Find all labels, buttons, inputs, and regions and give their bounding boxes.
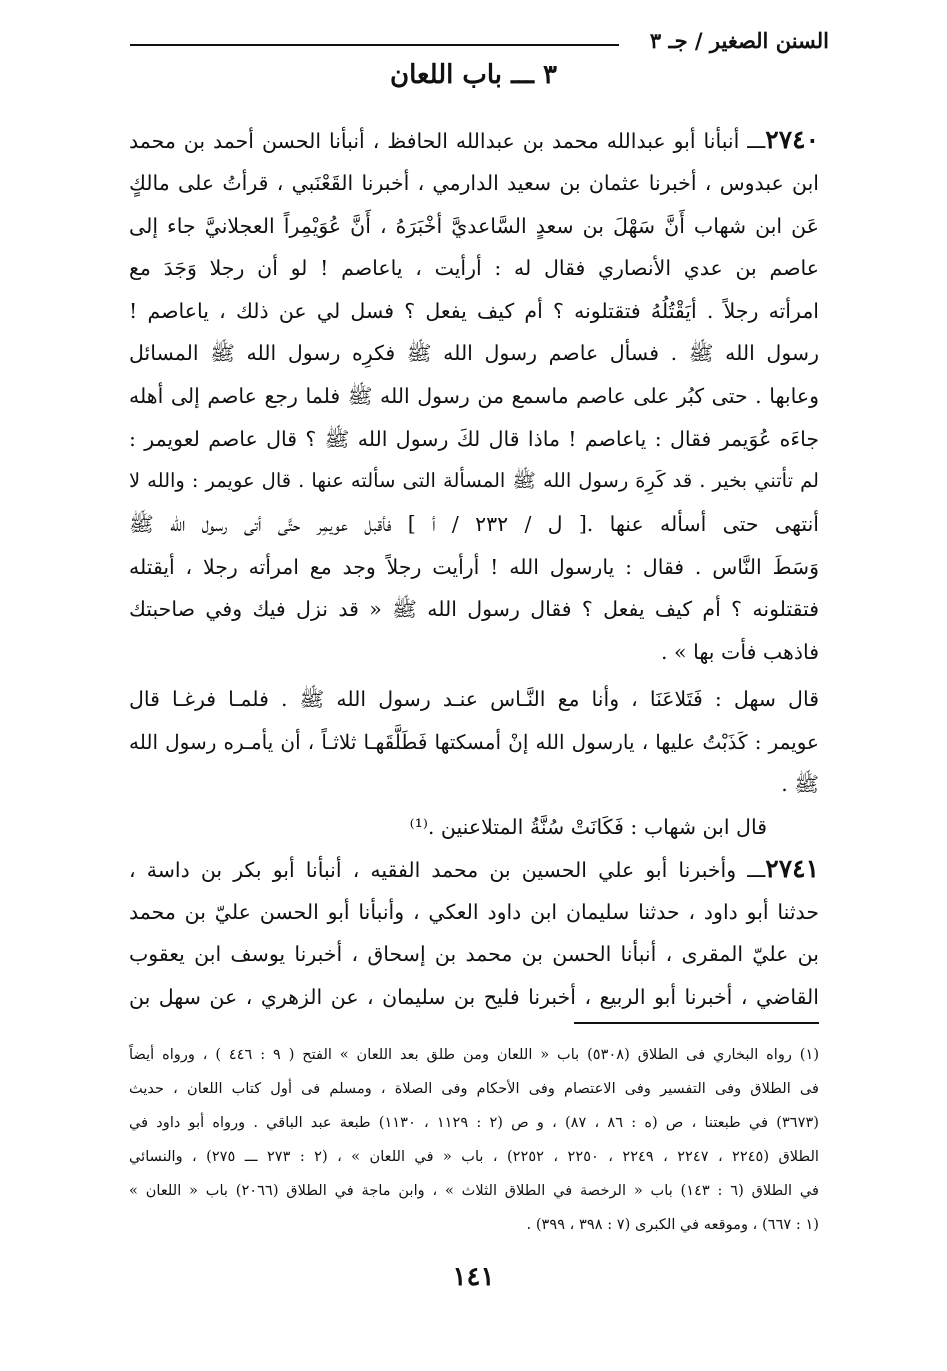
page-number: ١٤١ xyxy=(452,1262,495,1292)
text-line: ابن عبدوس ، أخبرنا عثمان بن سعيد الدارمي ، أخبرنا القَعْنَبي ، قرأتُ على مالكٍ xyxy=(129,171,819,195)
sahl-line: عويمر : كَذَبْتُ عليها ، يارسول الله إنْ أمسكتها فَطَلَّقَهـا ثلاثـاً ، أن يأمـره رسول الله xyxy=(129,730,819,754)
text-line: حدثنا أبو داود ، حدثنا سليمان ابن داود العكي ، وأنبأنا أبو الحسن عليّ بن محمد xyxy=(129,900,819,924)
text-line: جاءَه عُوَيمر فقال : ياعاصم ! ماذا قال لكَ رسول الله ﷺ ؟ قال عاصم لعويمر : xyxy=(129,427,819,451)
sahl-line: ﷺ . xyxy=(781,772,819,796)
text-line: فتقتلونه ؟ أم كيف يفعل ؟ فقال رسول الله ﷺ « قد نزل فيك وفي صاحبتك xyxy=(129,597,819,621)
sahl-line: قال سهل : فَتَلاعَنَا ، وأنا مع النَّـاس عنـد رسول الله ﷺ . فلمـا فرغـا قال xyxy=(129,687,819,711)
text-line: رسول الله ﷺ . فسأل عاصم رسول الله ﷺ فكرِه رسول الله ﷺ المسائل xyxy=(129,341,819,365)
footnote-line: فى الطلاق وفى التفسير وفى الاعتصام وفى الأحكام وفى الصلاة ، ومسلم فى أول كتاب اللعان ، حديث xyxy=(129,1080,819,1097)
text-line: وَسَطَ النَّاس . فقال : يارسول الله ! أرأيت رجلاً وجد مع امرأته رجلا ، أيقتله xyxy=(129,555,819,579)
running-head xyxy=(130,24,829,58)
hadith-2741-first-line: ٢٧٤١ـــ وأخبرنا أبو علي الحسين بن محمد الفقيه ، أنبأنا أبو بكر بن داسة ، xyxy=(129,854,819,883)
text-line: عاصم بن عدي الأنصاري فقال له : أرأيت ، ياعاصم ! لو أن رجلا وَجَدَ مع xyxy=(129,256,819,280)
hadith-number: ٢٧٤٠ xyxy=(765,125,819,154)
header-rule xyxy=(130,44,619,46)
text-line: عَن ابن شهاب أَنَّ سَهْلَ بن سعدٍ السَّاعديَّ أخْبَرَهُ ، أَنَّ عُوَيْمِراً العجلانيَّ جاء إلى xyxy=(129,214,819,238)
footnote-line: (٣٦٧٣) في طبعتنا ، ص (ه : ٨٦ ، ٨٧) ، و ص (٢ : ١١٢٩ ، ١١٣٠) طبعة عبد الباقي . ورواه أبو داود في xyxy=(129,1114,819,1131)
ibn-shihab-line: قال ابن شهاب : فَكَانَتْ سُنَّةُ المتلاعنين .⁽¹⁾ xyxy=(409,815,767,839)
footnote-rule xyxy=(574,1022,819,1024)
text-line: فاذهب فأت بها » . xyxy=(661,640,819,664)
hadith-number: ٢٧٤١ xyxy=(765,854,819,883)
text-line: لم تأتني بخير . قد كَرِهَ رسول الله ﷺ المسألة التى سألته عنها . قال عويمر : والله لا xyxy=(129,469,819,492)
text-line: القاضي ، أخبرنا أبو الربيع ، أخبرنا فليح بن سليمان ، عن الزهري ، عن سهل بن xyxy=(129,985,819,1009)
text-line: بن عليّ المقرى ، أنبأنا الحسن بن محمد بن إسحاق ، أخبرنا يوسف ابن يعقوب xyxy=(129,942,819,966)
chapter-title: ٣ ـــ باب اللعان xyxy=(390,60,557,90)
text-line: امرأته رجلاً . أيَقْتُلُهُ فتقتلونه ؟ أم كيف يفعل ؟ فسل لي عن ذلك ، ياعاصم ! xyxy=(129,299,819,323)
footnote-line: (١) رواه البخاري فى الطلاق (٥٣٠٨) باب « اللعان ومن طلق بعد اللعان » الفتح ( ٩ : ٤٤٦ ) ، ورواه أيضاً xyxy=(129,1046,820,1063)
footnote-line: في الطلاق (٦ : ١٤٣) باب « الرخصة في الطلاق الثلاث » ، وابن ماجة في الطلاق (٢٠٦٦) باب « اللعان » xyxy=(129,1182,819,1199)
footnote-line: (١ : ٦٦٧) ، وموقعه في الكبرى (٧ : ٣٩٨ ، ٣٩٩) . xyxy=(526,1216,819,1233)
hadith-2740-first-line: ٢٧٤٠ـــ أنبأنا أبو عبدالله محمد بن عبدالله الحافظ ، أنبأنا الحسن أحمد بن محمد xyxy=(129,125,819,154)
running-title: السنن الصغير / جـ ٣ xyxy=(649,28,829,53)
text-line: وعابها . حتى كبُر على عاصم ماسمع من رسول الله ﷺ فلما رجع عاصم إلى أهله xyxy=(129,384,819,408)
text-line: أنتهى حتى أسأله عنها .[ ل / ٢٣٢ / أ ] فأقبل عويمِر حتَّى أتى رسول الله ﷺ xyxy=(129,512,820,536)
footnote-line: الطلاق (٢٢٤٥ ، ٢٢٤٧ ، ٢٢٤٩ ، ٢٢٥٠ ، ٢٢٥٢) ، باب « في اللعان » ، (٢ : ٢٧٣ ـــ ٢٧٥) ، والنسائي xyxy=(129,1148,819,1165)
